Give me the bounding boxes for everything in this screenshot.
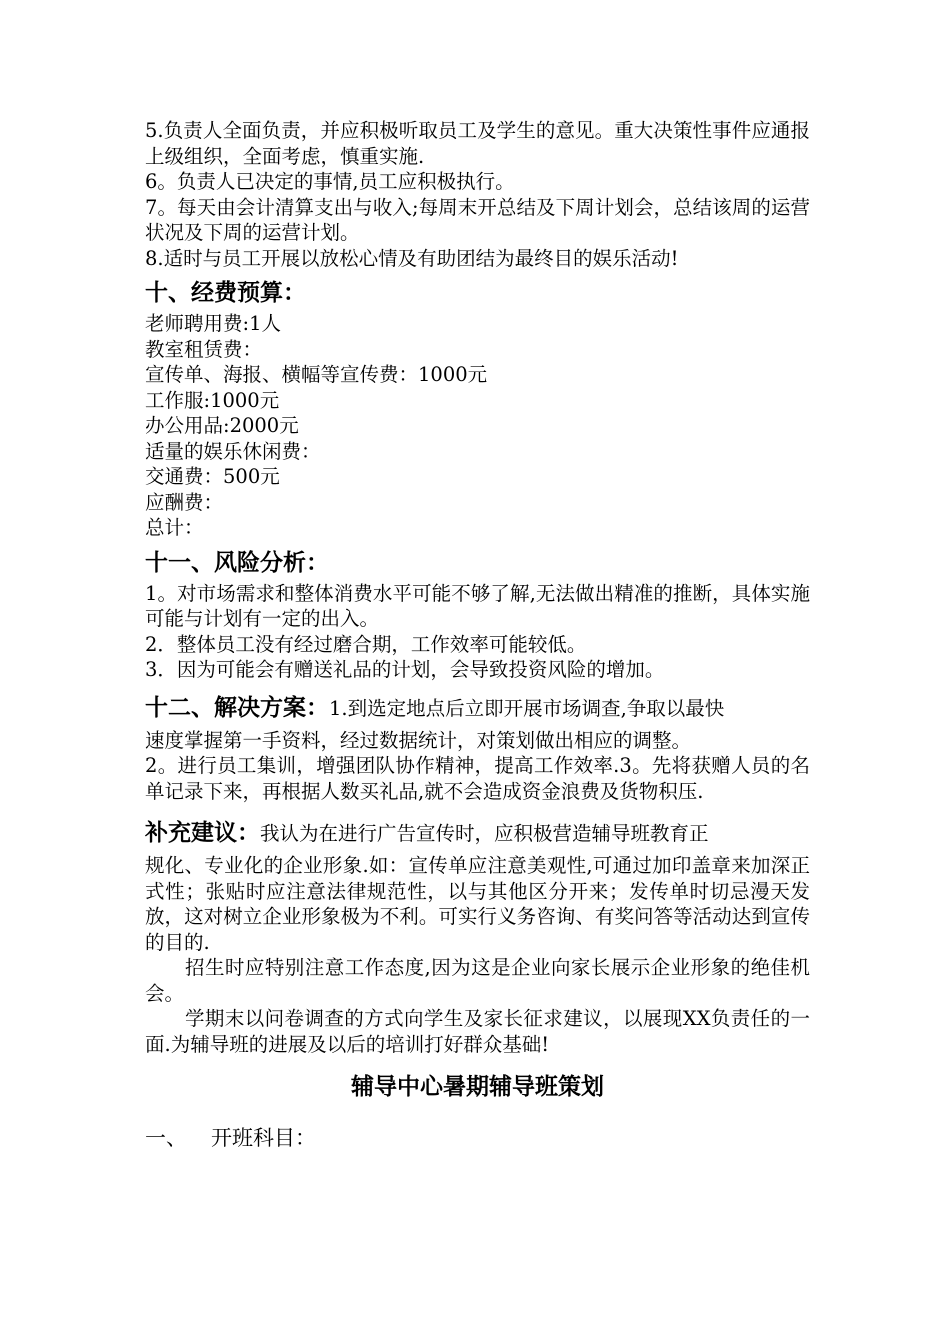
section-number: 一、 [145, 1126, 187, 1150]
risk-item: 3．因为可能会有赠送礼品的计划，会导致投资风险的增加。 [145, 658, 665, 681]
section-heading [145, 1123, 810, 1153]
budget-item: 教室租赁费： [145, 337, 263, 361]
risk-item: 1。对市场需求和整体消费水平可能不够了解,无法做出精准的推断，具体实施可能与计划有一定的出入。 [145, 581, 810, 630]
solution-first-line: 1.到选定地点后立即开展市场调查,争取以最快 [329, 696, 725, 720]
risk-item: 2．整体员工没有经过磨合期，工作效率可能较低。 [145, 632, 587, 656]
suggestion-paragraph: 招生时应特别注意工作态度,因为这是企业向家长展示企业形象的绝佳机会。 [145, 956, 810, 1005]
suggestion-lead [145, 814, 810, 853]
solution-continuation: 速度掌握第一手资料，经过数据统计，对策划做出相应的调整。 [145, 728, 692, 752]
suggestion-heading: 补充建议： [145, 820, 260, 846]
suggestion-first-line: 我认为在进行广告宣传时，应积极营造辅导班教育正 [260, 822, 709, 845]
budget-item: 应酬费： [145, 490, 224, 514]
section-label: 开班科目： [211, 1126, 316, 1150]
suggestion-paragraph: 学期末以问卷调查的方式向学生及家长征求建议，以展现XX负责任的一面.为辅导班的进展及以后的培训打好群众基础! [145, 1007, 810, 1056]
budget-item: 适量的娱乐休闲费： [145, 439, 321, 463]
risk-heading: 十一、风险分析： [145, 549, 329, 576]
solution-heading: 十二、解决方案： [145, 694, 329, 721]
budget-heading: 十、经费预算： [145, 280, 306, 306]
budget-item: 办公用品:2000元 [145, 414, 299, 437]
solution-lead [145, 689, 810, 728]
budget-item: 交通费：500元 [145, 465, 280, 488]
budget-item: 工作服:1000元 [145, 388, 280, 412]
budget-item: 宣传单、海报、横幅等宣传费：1000元 [145, 363, 488, 386]
rule-6: 6。负责人已决定的事情,员工应积极执行。 [145, 170, 515, 193]
budget-item: 老师聘用费:1人 [145, 312, 281, 335]
budget-item: 总计： [145, 516, 204, 539]
rule-8: 8.适时与员工开展以放松心情及有助团结为最终目的娱乐活动! [145, 246, 679, 270]
solution-paragraph: 2。进行员工集训，增强团队协作精神，提高工作效率.3。先将获赠人员的名单记录下来，再根据人数买礼品,就不会造成资金浪费及货物积压. [145, 754, 810, 803]
suggestion-continuation: 规化、专业化的企业形象.如：宣传单应注意美观性,可通过加印盖章来加深正式性；张贴时应注意法律规范性，以与其他区分开来；发传单时切忌漫天发放，这对树立企业形象极为不利。可实行义务咨询、有奖问答等活动达到宣传的目的. [145, 854, 810, 954]
document-body [145, 118, 810, 1153]
plan-title: 辅导中心暑期辅导班策划 [351, 1074, 604, 1100]
rule-5: 5.负责人全面负责，并应积极听取员工及学生的意见。重大决策性事件应通报上级组织，全面考虑，慎重实施. [145, 119, 810, 168]
rule-7: 7。每天由会计清算支出与收入;每周末开总结及下周计划会，总结该周的运营状况及下周的运营计划。 [145, 195, 810, 244]
